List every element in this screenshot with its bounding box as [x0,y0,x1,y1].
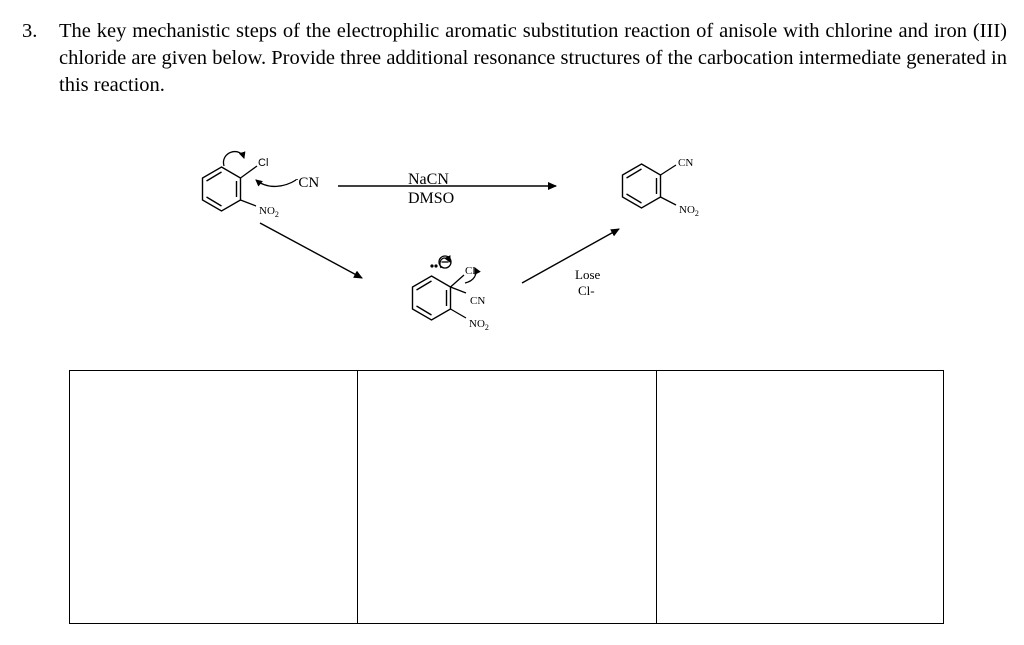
benzene-ring-icon [203,167,241,211]
product-substituent: $NO_2$ [679,204,699,218]
step-label-2: Cl- [578,283,595,298]
bond-to-cl [241,166,258,178]
benzene-ring-icon [623,164,661,208]
attack-arrow-icon [256,180,296,186]
arrow-to-intermediate [260,223,362,278]
lone-pair-dot-icon [430,264,433,267]
nucleophile-label: -CN [295,174,320,191]
answer-grid [69,370,944,624]
reagent-1: NaCN [408,171,449,188]
intermediate-cl: Cl [465,265,476,277]
intermediate-cn: CN [470,295,486,307]
answer-box-2[interactable] [358,371,657,623]
product-cn: CN [678,157,694,169]
product [623,157,699,218]
answer-box-1[interactable] [70,371,358,623]
intermediate-substituent: $NO_2$ [469,318,489,332]
question-text: The key mechanistic steps of the electrophilic aromatic substitution reaction of anisole with chlorine and iron (III) chloride are given below. Provide three additional resonance structures of the carbocation intermediate generated in this reaction. [59,20,1007,96]
reagent-2: DMSO [408,190,455,207]
benzene-ring-icon [413,276,451,320]
answer-box-3[interactable] [657,371,945,623]
start-leaving-group: Cl [258,157,269,169]
question-number: 3. [22,20,38,42]
curved-arrow-icon [223,152,244,166]
step-label-1: Lose [575,267,601,282]
bond-to-no2 [241,200,257,206]
lone-pair-dot-icon [434,264,437,267]
intermediate [413,256,489,332]
arrow-to-product [522,229,619,283]
start-substituent: $NO_2$ [259,205,279,219]
